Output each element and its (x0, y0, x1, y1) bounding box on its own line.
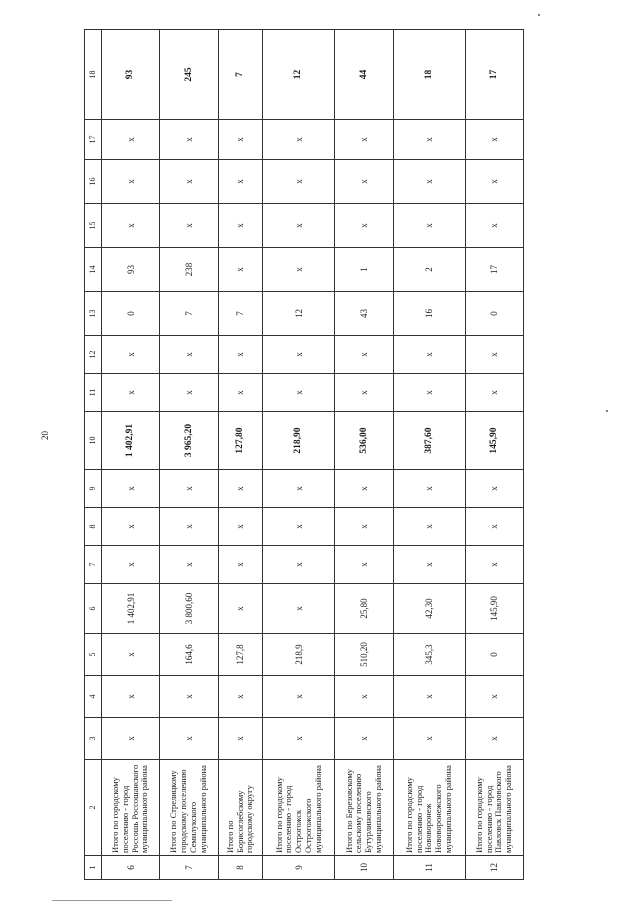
rotated-table-wrapper (84, 30, 524, 880)
row-name: Итого по городскому поселению - город Россошь Россошанского муниципального района (102, 760, 160, 856)
table-cell: x (102, 546, 160, 584)
table-cell: x (335, 204, 393, 248)
table-cell: x (263, 718, 335, 760)
table-cell: 245 (160, 30, 218, 120)
table-cell: 2 (393, 248, 465, 292)
table-cell: 145,90 (465, 584, 523, 634)
table-cell: x (218, 470, 263, 508)
table-cell: x (263, 546, 335, 584)
table-cell: 7 (160, 292, 218, 336)
table-cell: x (102, 160, 160, 204)
table-cell: 7 (218, 30, 263, 120)
table-cell: x (263, 160, 335, 204)
column-number: 9 (85, 470, 102, 508)
row-name: Итого по Стрелицкому городскому поселению Семилукского муниципального района (160, 760, 218, 856)
table-cell: 1 (335, 248, 393, 292)
table-cell: 510,20 (335, 634, 393, 676)
table-cell: x (218, 120, 263, 160)
column-number: 14 (85, 248, 102, 292)
table-cell: 3 965,20 (160, 412, 218, 470)
table-cell: 164,6 (160, 634, 218, 676)
table-row (160, 30, 218, 880)
data-table (84, 29, 524, 880)
column-number: 1 (85, 856, 102, 880)
column-number: 11 (85, 374, 102, 412)
table-cell: 0 (465, 634, 523, 676)
table-cell: x (335, 676, 393, 718)
table-cell: 17 (465, 248, 523, 292)
table-cell: x (465, 120, 523, 160)
row-number: 8 (218, 856, 263, 880)
table-cell: x (160, 470, 218, 508)
row-number: 7 (160, 856, 218, 880)
row-name: Итого по городскому поселению - город Нововоронеж Нововоронежского муниципального района (393, 760, 465, 856)
table-row (263, 30, 335, 880)
table-cell: x (218, 546, 263, 584)
table-cell: 16 (393, 292, 465, 336)
table-cell: x (393, 374, 465, 412)
row-name: Итого по Березовскому сельскому поселению Бутурлиновского муниципального района (335, 760, 393, 856)
table-cell: x (160, 336, 218, 374)
table-cell: 218,9 (263, 634, 335, 676)
table-cell: x (263, 204, 335, 248)
column-number: 15 (85, 204, 102, 248)
table-cell: x (465, 204, 523, 248)
table-cell: x (218, 584, 263, 634)
table-cell: x (102, 120, 160, 160)
table-cell: 536,00 (335, 412, 393, 470)
table-cell: x (393, 508, 465, 546)
table-cell: x (465, 718, 523, 760)
scan-speck (538, 14, 540, 16)
table-cell: 7 (218, 292, 263, 336)
column-number: 7 (85, 546, 102, 584)
table-cell: x (218, 508, 263, 546)
table-cell: x (218, 718, 263, 760)
table-cell: x (393, 470, 465, 508)
row-number: 11 (393, 856, 465, 880)
table-cell: x (102, 336, 160, 374)
table-cell: x (393, 336, 465, 374)
column-number: 17 (85, 120, 102, 160)
table-cell: x (335, 470, 393, 508)
table-cell: x (465, 336, 523, 374)
table-cell: 93 (102, 248, 160, 292)
table-cell: x (160, 718, 218, 760)
table-cell: x (160, 374, 218, 412)
table-cell: x (263, 508, 335, 546)
table-cell: x (218, 676, 263, 718)
table-cell: x (102, 508, 160, 546)
table-cell: x (160, 204, 218, 248)
table-cell: 12 (263, 30, 335, 120)
table-cell: x (160, 676, 218, 718)
table-cell: x (102, 676, 160, 718)
table-cell: 127,80 (218, 412, 263, 470)
table-cell: x (393, 676, 465, 718)
table-cell: 238 (160, 248, 218, 292)
table-cell: x (465, 546, 523, 584)
table-cell: x (465, 508, 523, 546)
table-cell: x (393, 546, 465, 584)
table-cell: x (218, 248, 263, 292)
table-cell: 387,60 (393, 412, 465, 470)
table-cell: 127,8 (218, 634, 263, 676)
table-body (85, 30, 524, 880)
column-number: 18 (85, 30, 102, 120)
column-number: 8 (85, 508, 102, 546)
table-cell: x (263, 120, 335, 160)
table-cell: 3 800,60 (160, 584, 218, 634)
table-cell: 1 402,91 (102, 584, 160, 634)
table-cell: 42,30 (393, 584, 465, 634)
scan-speck (52, 900, 172, 901)
table-cell: x (393, 160, 465, 204)
row-number: 12 (465, 856, 523, 880)
table-cell: 17 (465, 30, 523, 120)
row-name: Итого по городскому поселению - город Павловск Павловского муниципального района (465, 760, 523, 856)
page-number: 20 (40, 431, 50, 440)
table-cell: x (160, 160, 218, 204)
table-cell: x (335, 374, 393, 412)
column-number: 16 (85, 160, 102, 204)
table-cell: x (263, 374, 335, 412)
row-number: 6 (102, 856, 160, 880)
table-row (335, 30, 393, 880)
column-number: 4 (85, 676, 102, 718)
row-number: 10 (335, 856, 393, 880)
table-cell: x (465, 374, 523, 412)
table-row (102, 30, 160, 880)
table-cell: 44 (335, 30, 393, 120)
table-cell: x (335, 120, 393, 160)
table-cell: x (335, 160, 393, 204)
table-cell: x (102, 718, 160, 760)
table-cell: x (218, 336, 263, 374)
table-cell: x (102, 470, 160, 508)
table-cell: 25,80 (335, 584, 393, 634)
table-cell: x (218, 204, 263, 248)
table-cell: x (335, 718, 393, 760)
table-cell: x (335, 546, 393, 584)
table-cell: x (102, 204, 160, 248)
column-number: 12 (85, 336, 102, 374)
table-cell: 93 (102, 30, 160, 120)
table-cell: x (218, 374, 263, 412)
table-cell: x (218, 160, 263, 204)
column-number: 6 (85, 584, 102, 634)
table-cell: x (335, 508, 393, 546)
column-number: 13 (85, 292, 102, 336)
column-number: 2 (85, 760, 102, 856)
table-cell: x (465, 160, 523, 204)
table-cell: x (465, 676, 523, 718)
table-cell: 18 (393, 30, 465, 120)
table-cell: x (160, 546, 218, 584)
column-number: 10 (85, 412, 102, 470)
table-cell: 1 402,91 (102, 412, 160, 470)
table-row (218, 30, 263, 880)
table-row (465, 30, 523, 880)
table-row (393, 30, 465, 880)
column-number: 3 (85, 718, 102, 760)
table-cell: x (263, 336, 335, 374)
table-cell: x (465, 470, 523, 508)
table-cell: 145,90 (465, 412, 523, 470)
table-cell: x (393, 204, 465, 248)
table-cell: x (335, 336, 393, 374)
row-name: Итого по Борисоглебскому городскому округу (218, 760, 263, 856)
row-number: 9 (263, 856, 335, 880)
table-cell: x (160, 120, 218, 160)
column-number-row (85, 30, 102, 880)
table-cell: x (393, 718, 465, 760)
table-cell: x (263, 248, 335, 292)
table-cell: x (263, 584, 335, 634)
table-cell: 12 (263, 292, 335, 336)
table-cell: x (102, 374, 160, 412)
table-cell: 43 (335, 292, 393, 336)
table-cell: 218,90 (263, 412, 335, 470)
table-cell: 0 (465, 292, 523, 336)
table-cell: 345,3 (393, 634, 465, 676)
table-cell: x (263, 470, 335, 508)
table-cell: x (160, 508, 218, 546)
row-name: Итого по городскому поселению - город Острогожск Острогожского муниципального района (263, 760, 335, 856)
scan-speck (606, 410, 608, 412)
table-cell: 0 (102, 292, 160, 336)
table-cell: x (263, 676, 335, 718)
column-number: 5 (85, 634, 102, 676)
table-cell: x (102, 634, 160, 676)
table-cell: x (393, 120, 465, 160)
